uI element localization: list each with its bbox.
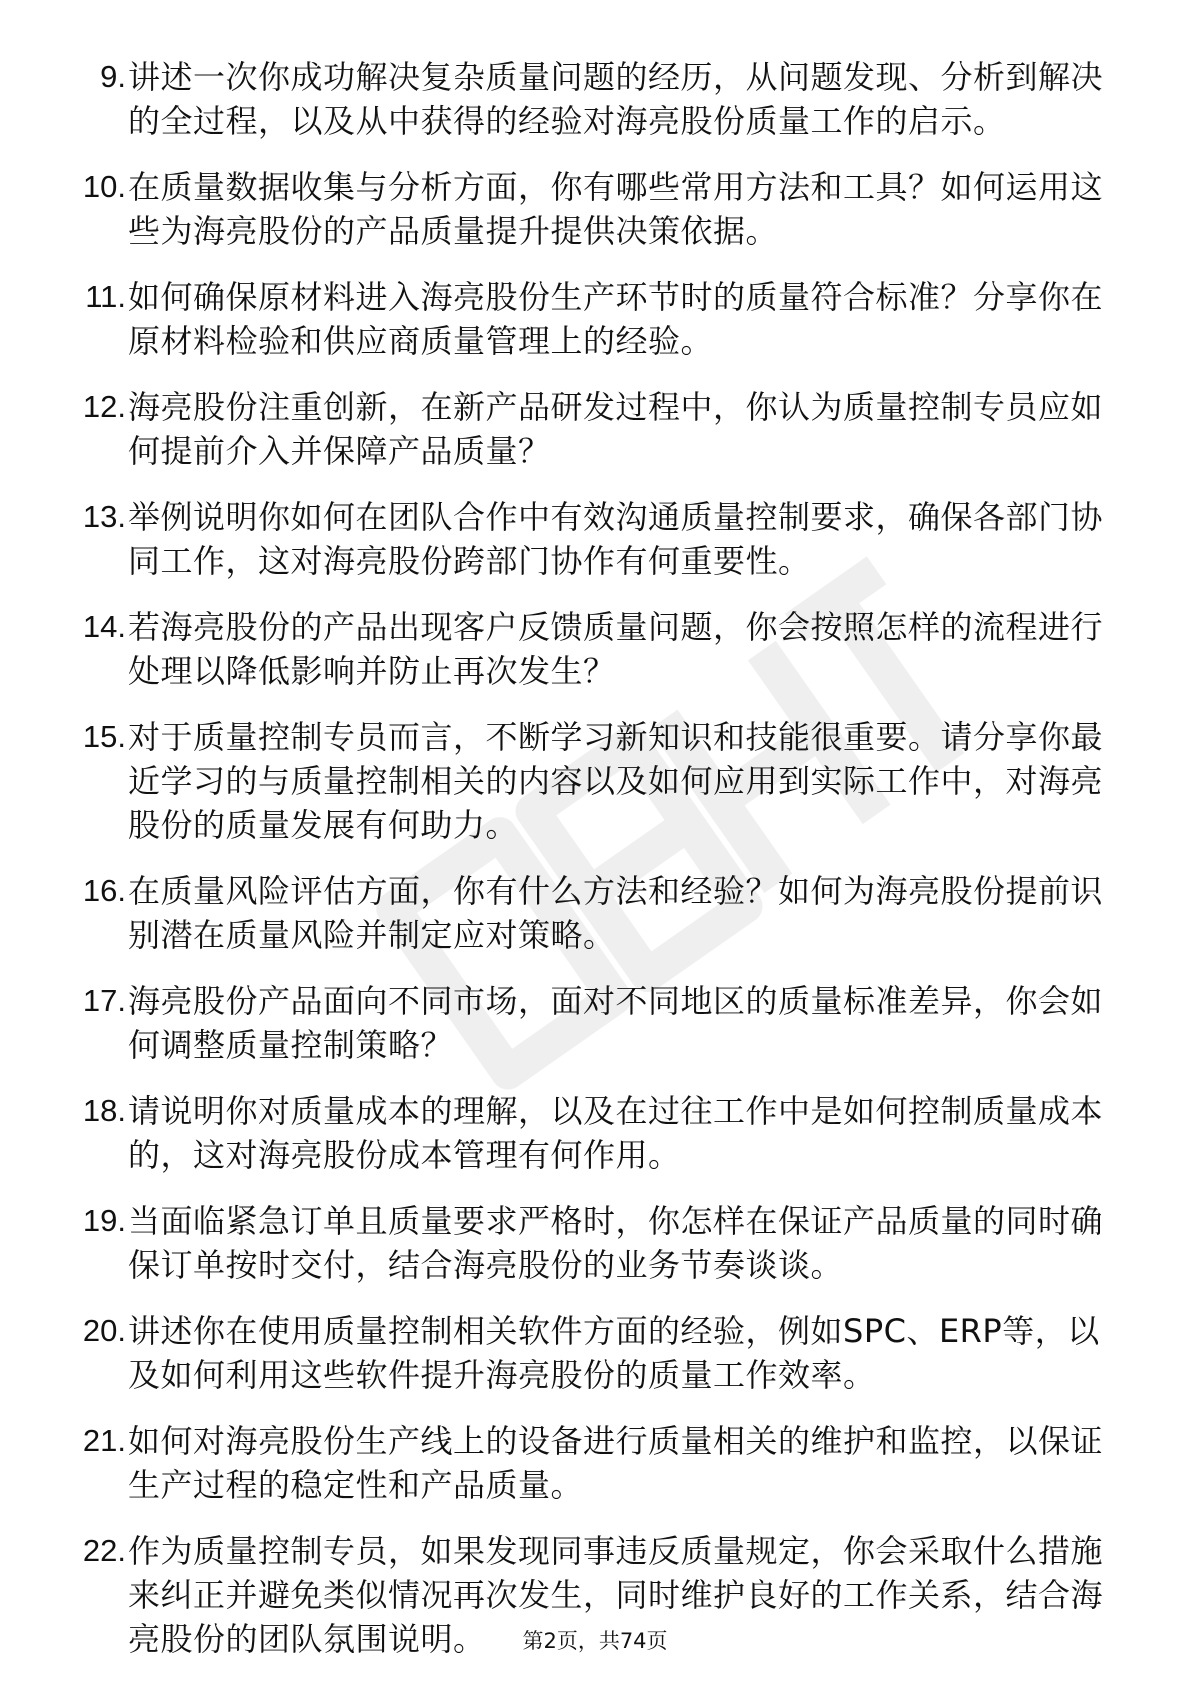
question-number: 21. [82,1423,126,1458]
question-item [0,715,1190,847]
question-number: 14. [82,609,126,644]
question-number: 12. [82,389,126,424]
page-number-footer: 第2页，共74页 [522,1629,668,1653]
question-number: 19. [82,1203,126,1238]
question-item [0,1199,1190,1287]
question-item [0,1309,1190,1397]
question-text: 如何确保原材料进入海亮股份生产环节时的质量符合标准？分享你在原材料检验和供应商质量管理上的经验。 [128,278,1104,360]
question-number: 18. [82,1093,126,1128]
question-item [0,605,1190,693]
question-number: 15. [82,719,126,754]
question-text: 当面临紧急订单且质量要求严格时，你怎样在保证产品质量的同时确保订单按时交付，结合海亮股份的业务节奏谈谈。 [128,1202,1104,1284]
question-item [0,1419,1190,1507]
question-text: 讲述你在使用质量控制相关软件方面的经验，例如SPC、ERP等，以及如何利用这些软件提升海亮股份的质量工作效率。 [128,1312,1100,1394]
question-number: 9. [100,59,126,94]
question-text: 对于质量控制专员而言，不断学习新知识和技能很重要。请分享你最近学习的与质量控制相关的内容以及如何应用到实际工作中，对海亮股份的质量发展有何助力。 [128,718,1104,844]
question-item [0,165,1190,253]
question-item [0,1089,1190,1177]
question-text: 海亮股份产品面向不同市场，面对不同地区的质量标准差异，你会如何调整质量控制策略？ [128,982,1104,1064]
question-text: 讲述一次你成功解决复杂质量问题的经历，从问题发现、分析到解决的全过程，以及从中获得的经验对海亮股份质量工作的启示。 [128,58,1104,140]
question-number: 10. [82,169,126,204]
question-text: 若海亮股份的产品出现客户反馈质量问题，你会按照怎样的流程进行处理以降低影响并防止再次发生？ [128,608,1104,690]
question-item [0,869,1190,957]
question-list [0,55,1190,1683]
question-text: 在质量数据收集与分析方面，你有哪些常用方法和工具？如何运用这些为海亮股份的产品质量提升提供决策依据。 [128,168,1104,250]
question-item [0,55,1190,143]
question-text: 如何对海亮股份生产线上的设备进行质量相关的维护和监控，以保证生产过程的稳定性和产品质量。 [128,1422,1104,1504]
question-number: 20. [82,1313,126,1348]
question-number: 13. [82,499,126,534]
question-number: 22. [82,1533,126,1568]
question-item [0,979,1190,1067]
question-text: 作为质量控制专员，如果发现同事违反质量规定，你会采取什么措施来纠正并避免类似情况再次发生，同时维护良好的工作关系，结合海亮股份的团队氛围说明。 [128,1532,1104,1658]
question-number: 11. [85,279,126,314]
question-number: 16. [82,873,126,908]
question-item [0,495,1190,583]
question-text: 在质量风险评估方面，你有什么方法和经验？如何为海亮股份提前识别潜在质量风险并制定应对策略。 [128,872,1104,954]
question-number: 17. [82,983,126,1018]
question-text: 请说明你对质量成本的理解，以及在过往工作中是如何控制质量成本的，这对海亮股份成本管理有何作用。 [128,1092,1104,1174]
question-item [0,275,1190,363]
question-text: 海亮股份注重创新，在新产品研发过程中，你认为质量控制专员应如何提前介入并保障产品质量？ [128,388,1104,470]
question-item [0,385,1190,473]
question-text: 举例说明你如何在团队合作中有效沟通质量控制要求，确保各部门协同工作，这对海亮股份跨部门协作有何重要性。 [128,498,1104,580]
